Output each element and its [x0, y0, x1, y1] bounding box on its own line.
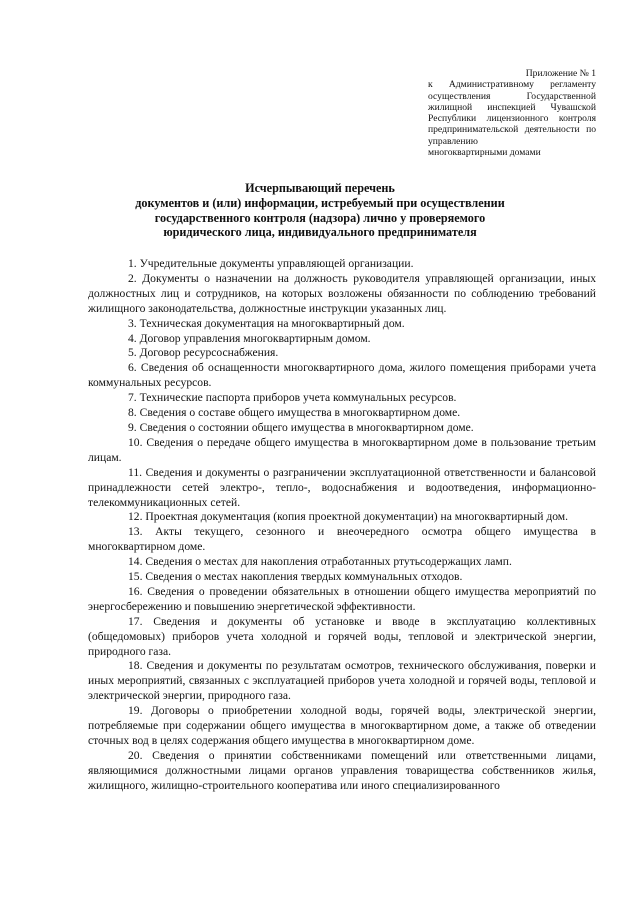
- list-item: 8. Сведения о составе общего имущества в многоквартирном доме.: [128, 406, 461, 420]
- appendix-block: [428, 68, 596, 158]
- list-item: 9. Сведения о состоянии общего имущества в многоквартирном доме.: [128, 420, 474, 434]
- appendix-reference-end: многоквартирными домами: [428, 147, 541, 159]
- list-item: 15. Сведения о местах накопления твердых коммунальных отходов.: [128, 570, 463, 584]
- list-item: 20. Сведения о принятии собственниками помещений или ответственными лицами, являющимися должностными лицами органов управления товарищества собственников жилья, жилищного, жилищно-строительного кооператива или иного специализированного: [88, 748, 596, 792]
- list-item: 19. Договоры о приобретении холодной воды, горячей воды, электрической энергии, потребляемые при содержании общего имущества в многоквартирном доме, а также об отведении сточных вод в целях содержания общего имущества в многоквартирном доме.: [88, 704, 596, 747]
- document-list: [88, 257, 596, 794]
- list-item: 18. Сведения и документы по результатам осмотров, технического обслуживания, поверки и иных мероприятий, связанных с эксплуатацией приборов учета холодной и горячей воды, тепловой и электрической энергии, природного газа.: [88, 659, 596, 703]
- list-item: 5. Договор ресурсоснабжения.: [128, 346, 279, 360]
- list-item: 11. Сведения и документы о разграничении эксплуатационной ответственности и балансовой принадлежности сетей электро-, тепло-, водоснабжения и водоотведения, информационно-телекоммуникационных сетей.: [88, 465, 596, 509]
- list-item: 12. Проектная документация (копия проектной документации) на многоквартирный дом.: [128, 510, 569, 524]
- list-item: 17. Сведения и документы об установке и вводе в эксплуатацию коллективных (общедомовых) приборов учета холодной и горячей воды, тепловой и электрической энергии, природного газа.: [88, 614, 596, 658]
- list-item: 1. Учредительные документы управляющей организации.: [128, 257, 414, 270]
- list-item: 7. Технические паспорта приборов учета коммунальных ресурсов.: [128, 391, 457, 405]
- title-line-4: юридического лица, индивидуального предпринимателя: [163, 225, 477, 240]
- title-line-1: Исчерпывающий перечень: [245, 181, 395, 195]
- title-line-2: документов и (или) информации, истребуемый при осуществлении: [135, 195, 505, 210]
- list-item: 3. Техническая документация на многоквартирный дом.: [128, 316, 405, 330]
- title-line-3: государственного контроля (надзора) лично у проверяемого: [154, 210, 486, 225]
- list-item: 2. Документы о назначении на должность руководителя управляющей организации, иных должностных лиц и сотрудников, на которых возложены обязанности по соблюдению требований жилищного законодательства, должностные инструкции указанных лиц.: [88, 271, 596, 315]
- list-item: 14. Сведения о местах для накопления отработанных ртутьсодержащих ламп.: [128, 555, 512, 569]
- appendix-reference: к Административному регламенту осуществления Государственной жилищной инспекцией Чувашской Республики лицензионного контроля предпринимательской деятельности по управлению: [428, 79, 596, 147]
- list-item: 4. Договор управления многоквартирным домом.: [128, 331, 371, 345]
- list-item: 13. Акты текущего, сезонного и внеочередного осмотра общего имущества в многоквартирном доме.: [88, 525, 596, 554]
- appendix-number: Приложение № 1: [525, 68, 596, 79]
- list-item: 16. Сведения о проведении обязательных в отношении общего имущества мероприятий по энергосбережению и повышению энергетической эффективности.: [88, 584, 596, 613]
- list-item: 10. Сведения о передаче общего имущества в многоквартирном доме в пользование третьим лицам.: [88, 435, 596, 464]
- document-title: [100, 181, 540, 240]
- list-item: 6. Сведения об оснащенности многоквартирного дома, жилого помещения приборами учета коммунальных ресурсов.: [88, 361, 596, 390]
